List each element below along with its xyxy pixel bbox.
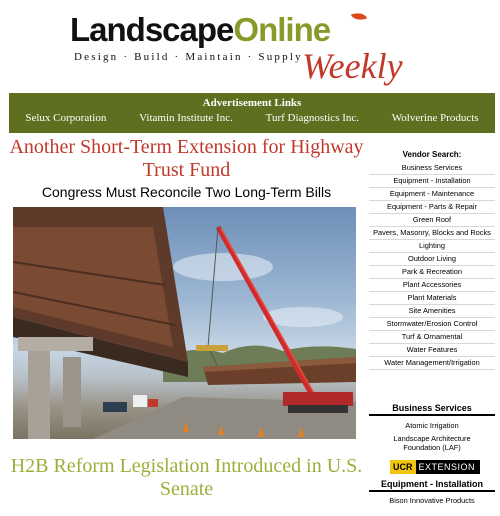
article-headline-highway[interactable]: Another Short-Term Extension for Highway Trust Fund: [9, 136, 364, 181]
vendor-link-water-features[interactable]: Water Features: [369, 344, 495, 357]
ucr-logo-mark: UCR: [390, 460, 416, 474]
logo-weekly: Weekly: [302, 46, 403, 86]
vendor-link-equipment-maintenance[interactable]: Equipment - Maintenance: [369, 188, 495, 201]
vendor-landscape-architecture-foundation[interactable]: Landscape Architecture Foundation (LAF): [393, 434, 471, 452]
ad-link-selux[interactable]: Selux Corporation: [25, 112, 107, 124]
article-subhead-congress: Congress Must Reconcile Two Long-Term Bills: [41, 184, 332, 200]
logo-part-online: Online: [233, 11, 331, 48]
vendor-link-plant-accessories[interactable]: Plant Accessories: [369, 279, 495, 292]
vendor-link-site-amenities[interactable]: Site Amenities: [369, 305, 495, 318]
section-heading-business-services: Business Services: [369, 403, 495, 416]
ucr-logo-extension: EXTENSION: [418, 462, 476, 472]
leaf-icon: [351, 10, 367, 23]
vendor-link-stormwater-erosion[interactable]: Stormwater/Erosion Control: [369, 318, 495, 331]
vendor-link-park-recreation[interactable]: Park & Recreation: [369, 266, 495, 279]
vendor-link-lighting[interactable]: Lighting: [369, 240, 495, 253]
logo-tagline: Design · Build · Maintain · Supply: [74, 51, 303, 63]
site-logo[interactable]: [70, 10, 430, 90]
bridge-construction-illustration: [13, 207, 356, 439]
ad-title: Advertisement Links: [202, 97, 302, 109]
article-headline-h2b[interactable]: H2B Reform Legislation Introduced in U.S. Senate: [10, 455, 363, 500]
ad-link-vitamin-institute[interactable]: Vitamin Institute Inc.: [139, 112, 233, 124]
ad-link-turf-diagnostics[interactable]: Turf Diagnostics Inc.: [265, 112, 360, 124]
vendor-atomic-irrigation[interactable]: Atomic Irrigation: [405, 421, 459, 430]
vendor-link-plant-materials[interactable]: Plant Materials: [369, 292, 495, 305]
vendor-link-pavers-masonry[interactable]: Pavers, Masonry, Blocks and Rocks: [369, 227, 495, 240]
section-heading-equipment-installation: Equipment - Installation: [369, 479, 495, 492]
vendor-link-turf-ornamental[interactable]: Turf & Ornamental: [369, 331, 495, 344]
advertisement-bar: [9, 93, 495, 133]
vendor-link-outdoor-living[interactable]: Outdoor Living: [369, 253, 495, 266]
vendor-link-equipment-parts-repair[interactable]: Equipment - Parts & Repair: [369, 201, 495, 214]
logo-wordmark: [70, 10, 330, 50]
article-photo-bridge-construction[interactable]: [13, 207, 356, 439]
vendor-link-equipment-installation[interactable]: Equipment - Installation: [369, 175, 495, 188]
vendor-link-water-management[interactable]: Water Management/Irrigation: [369, 357, 495, 370]
vendor-link-business-services[interactable]: Business Services: [369, 162, 495, 175]
vendor-search-sidebar: [369, 150, 495, 370]
vendor-link-green-roof[interactable]: Green Roof: [369, 214, 495, 227]
logo-part-landscape: Landscape: [70, 11, 234, 48]
vendor-search-title: Vendor Search:: [402, 150, 462, 159]
ad-links: [9, 112, 495, 124]
vendor-bison-innovative-products[interactable]: Bison Innovative Products: [389, 496, 475, 505]
ad-link-wolverine[interactable]: Wolverine Products: [391, 112, 479, 124]
ucr-extension-logo[interactable]: [390, 460, 480, 474]
